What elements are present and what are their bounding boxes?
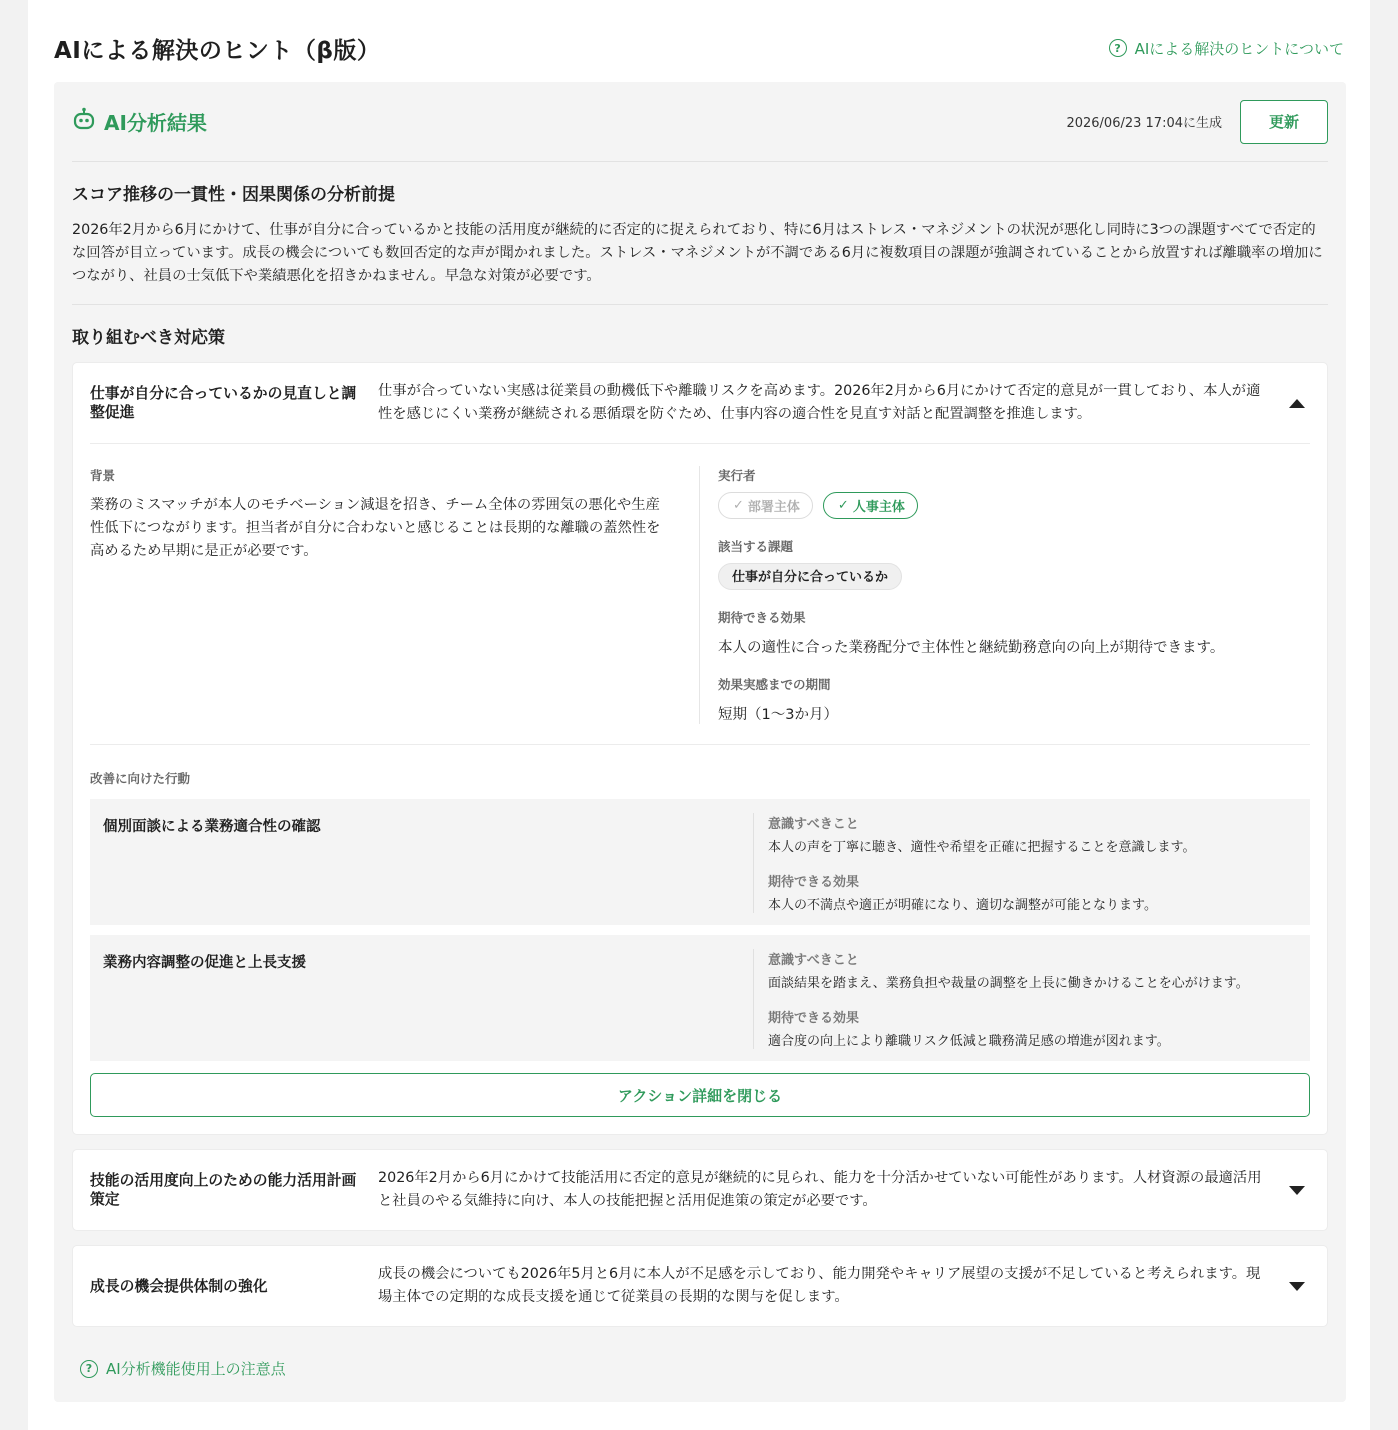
period-label: 効果実感までの期間 — [718, 677, 831, 692]
measure-title: 仕事が自分に合っているかの見直しと調整促進 — [90, 385, 357, 421]
action-effect-label: 期待できる効果 — [768, 1011, 860, 1026]
action-mind-text: 面談結果を踏まえ、業務負担や裁量の調整を上長に働きかけることを心がけます。 — [768, 976, 1249, 991]
refresh-button[interactable]: 更新 — [1240, 100, 1328, 144]
expand-toggle[interactable] — [1285, 1178, 1309, 1202]
measure-card-header[interactable] — [73, 1246, 1327, 1326]
premise-heading: スコア推移の一貫性・因果関係の分析前提 — [72, 185, 395, 205]
caret-down-icon — [1289, 1282, 1305, 1291]
executor-label: 実行者 — [718, 468, 756, 483]
measure-card — [72, 1245, 1328, 1327]
measure-meta — [700, 466, 1310, 724]
action-mind-label: 意識すべきこと — [768, 817, 859, 832]
robot-icon — [72, 107, 96, 136]
background-section — [90, 466, 700, 724]
issue-label: 該当する課題 — [718, 539, 794, 554]
action-effect-text: 適合度の向上により離職リスク低減と職務満足感の増進が図れます。 — [768, 1034, 1170, 1049]
caret-up-icon — [1289, 399, 1305, 408]
divider — [90, 744, 1310, 745]
close-action-details-button[interactable]: アクション詳細を閉じる — [90, 1073, 1310, 1117]
analysis-panel — [54, 82, 1346, 1402]
page-header — [54, 30, 1344, 66]
executor-chip-dept — [718, 492, 813, 519]
question-icon: ? — [80, 1360, 98, 1378]
measures-heading: 取り組むべき対応策 — [72, 328, 225, 348]
analysis-title — [72, 107, 207, 136]
expand-toggle[interactable] — [1285, 1274, 1309, 1298]
analysis-premise — [72, 162, 1328, 305]
action-item — [90, 799, 1310, 925]
executor-chip-hr — [823, 492, 918, 519]
measure-card-header[interactable] — [73, 1150, 1327, 1230]
actions-label: 改善に向けた行動 — [90, 771, 191, 786]
action-mind-label: 意識すべきこと — [768, 953, 859, 968]
hint-help-link-label: AIによる解決のヒントについて — [1134, 39, 1344, 58]
action-mind-text: 本人の声を丁寧に聴き、適性や希望を正確に把握することを意識します。 — [768, 840, 1196, 855]
action-item — [90, 935, 1310, 1061]
measure-summary: 仕事が合っていない実感は従業員の動機低下や離職リスクを高めます。2026年2月から6月にかけて否定的意見が一貫しており、本人が適性を感じにくい業務が継続される悪循環を防ぐため、仕事内容の適合性を見直す対話と配置調整を推進します。 — [378, 383, 1261, 422]
measure-title: 成長の機会提供体制の強化 — [90, 1277, 268, 1295]
action-title: 業務内容調整の促進と上長支援 — [103, 955, 306, 971]
issue-chip: 仕事が自分に合っているか — [718, 563, 902, 590]
action-effect-text: 本人の不満点や適正が明確になり、適切な調整が可能となります。 — [768, 898, 1157, 913]
measure-card — [72, 1149, 1328, 1231]
analysis-header — [72, 82, 1328, 162]
action-title: 個別面談による業務適合性の確認 — [103, 819, 321, 835]
background-text: 業務のミスマッチが本人のモチベーション減退を招き、チーム全体の雰囲気の悪化や生産性低下につながります。担当者が自分に合わないと感じることは長期的な離職の蓋然性を高めるため早期に是正が必要です。 — [90, 497, 661, 559]
effect-label: 期待できる効果 — [718, 610, 806, 625]
usage-notes-label: AI分析機能使用上の注意点 — [106, 1360, 286, 1378]
effect-text: 本人の適性に合った業務配分で主体性と継続勤務意向の向上が期待できます。 — [718, 640, 1225, 656]
usage-notes-link[interactable] — [80, 1358, 286, 1379]
measure-card-header[interactable] — [73, 363, 1327, 443]
action-effect-label: 期待できる効果 — [768, 875, 860, 890]
measure-title: 技能の活用度向上のための能力活用計画策定 — [90, 1172, 357, 1208]
hint-help-link[interactable] — [1109, 38, 1344, 59]
check-icon: ✓ — [837, 498, 849, 513]
page — [28, 0, 1370, 1430]
premise-text: 2026年2月から6月にかけて、仕事が自分に合っているかと技能の活用度が継続的に否定的に捉えられており、特に6月はストレス・マネジメントの状況が悪化し同時に3つの課題すべてで否定的な回答が目立っています。成長の機会についても数回否定的な声が聞かれました。ストレス・マネジメントが不調である6月に複数項目の課題が強調されていることから放置すれば離職率の増加につながり、社員の士気低下や業績悪化を招きかねません。早急な対策が必要です。 — [72, 222, 1323, 284]
collapse-toggle[interactable] — [1285, 391, 1309, 415]
measure-card — [72, 362, 1328, 1135]
background-label: 背景 — [90, 468, 116, 483]
measure-summary: 2026年2月から6月にかけて技能活用に否定的意見が継続的に見られ、能力を十分活かせていない可能性があります。人材資源の最適活用と社員のやる気維持に向け、本人の技能把握と活用促進策の策定が必要です。 — [378, 1170, 1262, 1209]
executor-chip-hr-label: 人事主体 — [852, 500, 905, 515]
measure-summary: 成長の機会についても2026年5月と6月に本人が不足感を示しており、能力開発やキャリア展望の支援が不足していると考えられます。現場主体での定期的な成長支援を通じて従業員の長期的な関与を促します。 — [378, 1266, 1261, 1305]
check-icon: ✓ — [733, 498, 744, 513]
generated-time: 2026/06/23 17:04に生成 — [1066, 116, 1222, 131]
executor-chip-dept-label: 部署主体 — [747, 500, 800, 515]
analysis-title-label: AI分析結果 — [104, 111, 207, 135]
caret-down-icon — [1289, 1186, 1305, 1195]
page-title: AIによる解決のヒント（β版） — [54, 37, 381, 64]
period-text: 短期（1〜3か月） — [718, 707, 838, 723]
question-icon: ? — [1109, 39, 1127, 57]
